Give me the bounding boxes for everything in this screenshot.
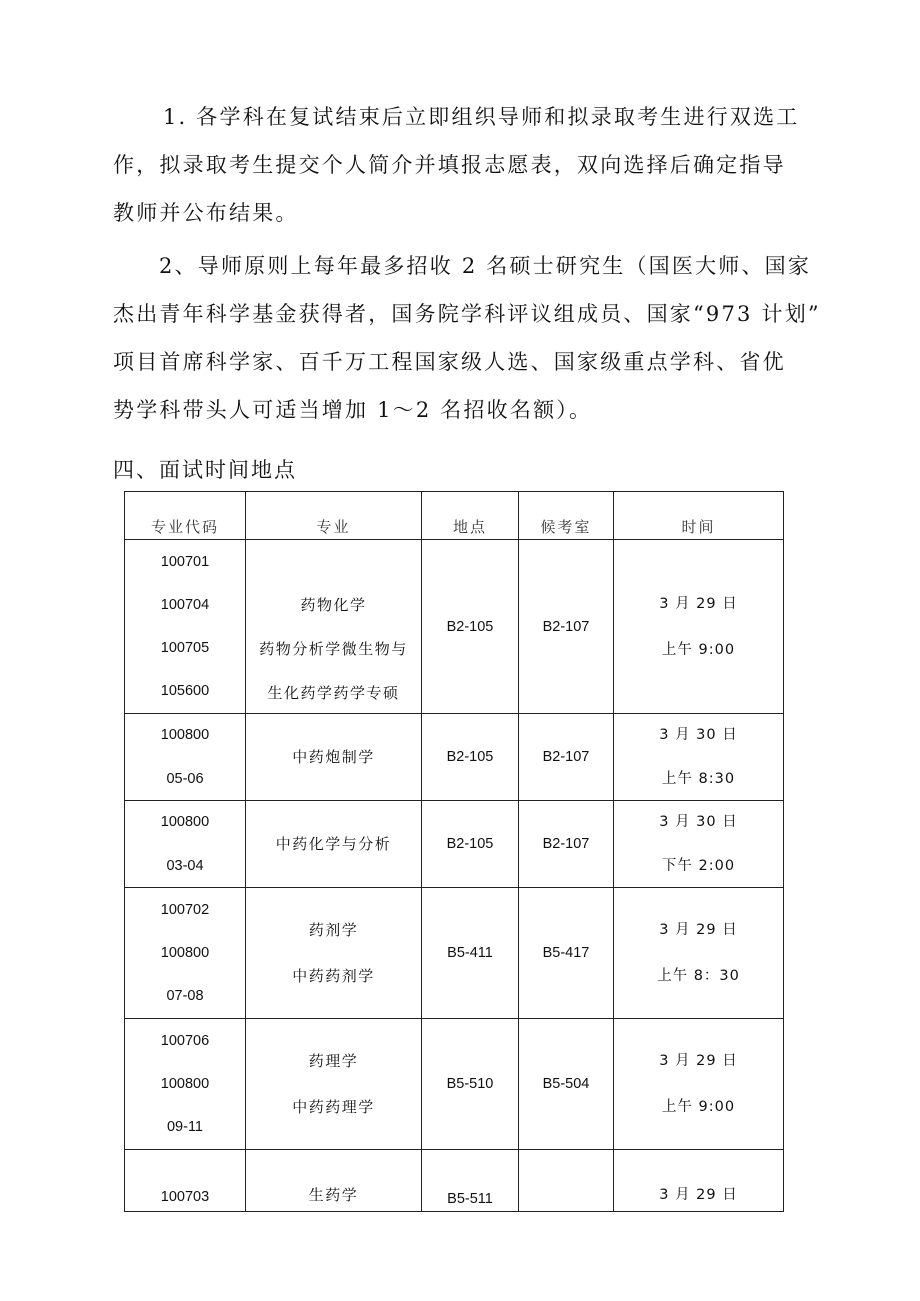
section-heading: 四、面试时间地点 <box>113 458 297 482</box>
major-cell <box>246 540 422 714</box>
waiting-room-cell <box>519 1150 614 1212</box>
interview-time: 上午 8：30 <box>657 968 740 984</box>
major-cell <box>246 714 422 801</box>
header-code: 专业代码 <box>125 492 246 540</box>
program-code: 100701 <box>160 553 210 570</box>
major-name: 中药炮制学 <box>292 748 375 766</box>
waiting-room-cell: B2-107 <box>519 801 614 888</box>
paragraph-line: 教师并公布结果。 <box>113 201 299 225</box>
interview-schedule-table <box>124 491 784 1212</box>
table-row <box>125 1150 784 1212</box>
paragraph-line: 1. 各学科在复试结束后立即组织导师和拟录取考生进行双选工 <box>163 105 800 129</box>
time-cell <box>614 714 784 801</box>
code-cell <box>125 801 246 888</box>
program-code: 100706 <box>160 1033 210 1049</box>
table-row <box>125 888 784 1019</box>
interview-time: 上午 9:00 <box>661 641 736 658</box>
code-cell <box>125 888 246 1019</box>
program-code: 05-06 <box>166 771 204 787</box>
time-cell <box>614 801 784 888</box>
interview-date: 3 月 30 日 <box>659 727 738 743</box>
program-code: 105600 <box>160 683 210 700</box>
program-code: 07-08 <box>166 988 204 1004</box>
waiting-room-cell: B2-107 <box>519 714 614 801</box>
interview-date: 3 月 30 日 <box>659 814 738 830</box>
time-cell <box>614 1150 784 1212</box>
interview-date: 3 月 29 日 <box>659 1187 738 1203</box>
major-name: 药物分析学微生物与 <box>259 639 408 658</box>
waiting-room-cell: B2-107 <box>519 540 614 714</box>
time-cell <box>614 1019 784 1150</box>
code-cell <box>125 714 246 801</box>
code-cell <box>125 540 246 714</box>
interview-date: 3 月 29 日 <box>659 595 738 612</box>
table-row <box>125 540 784 714</box>
program-code: 100800 <box>160 727 210 743</box>
waiting-room-cell: B5-417 <box>519 888 614 1019</box>
paragraph-line: 作，拟录取考生提交个人简介并填报志愿表，双向选择后确定指导 <box>113 153 786 177</box>
program-code: 100703 <box>160 1189 210 1205</box>
table-row <box>125 1019 784 1150</box>
program-code: 03-04 <box>166 858 204 874</box>
major-name: 药物化学 <box>300 595 367 614</box>
time-cell <box>614 540 784 714</box>
location-cell: B5-511 <box>422 1150 519 1212</box>
major-name: 药理学 <box>308 1052 359 1070</box>
header-time: 时间 <box>614 492 784 540</box>
major-name: 药剂学 <box>308 921 359 939</box>
header-location: 地点 <box>422 492 519 540</box>
paragraph-line: 杰出青年科学基金获得者，国务院学科评议组成员、国家“973 计划” <box>113 302 821 326</box>
time-cell <box>614 888 784 1019</box>
program-code: 100800 <box>160 1076 210 1092</box>
header-waiting-room: 候考室 <box>519 492 614 540</box>
location-cell: B2-105 <box>422 540 519 714</box>
major-name: 中药药理学 <box>292 1098 375 1116</box>
table-row <box>125 714 784 801</box>
major-name: 生化药学药学专硕 <box>267 683 400 702</box>
paragraph-line: 项目首席科学家、百千万工程国家级人选、国家级重点学科、省优 <box>113 350 786 374</box>
major-name: 中药化学与分析 <box>275 835 392 853</box>
major-cell <box>246 888 422 1019</box>
code-cell <box>125 1019 246 1150</box>
location-cell: B5-510 <box>422 1019 519 1150</box>
major-cell <box>246 801 422 888</box>
interview-time: 上午 8:30 <box>661 771 736 787</box>
code-cell <box>125 1150 246 1212</box>
table-header-row <box>125 492 784 540</box>
waiting-room-cell: B5-504 <box>519 1019 614 1150</box>
paragraph-line: 势学科带头人可适当增加 1～2 名招收名额）。 <box>113 398 593 422</box>
location-cell: B5-411 <box>422 888 519 1019</box>
program-code: 09-11 <box>166 1119 203 1135</box>
interview-date: 3 月 29 日 <box>659 1053 738 1069</box>
major-name: 中药药剂学 <box>292 967 375 985</box>
table-row <box>125 801 784 888</box>
program-code: 100800 <box>160 945 210 961</box>
paragraph-advisor-selection <box>113 93 803 237</box>
major-cell <box>246 1019 422 1150</box>
program-code: 100705 <box>160 640 210 657</box>
header-major: 专业 <box>246 492 422 540</box>
location-cell: B2-105 <box>422 714 519 801</box>
major-cell <box>246 1150 422 1212</box>
interview-time: 上午 9:00 <box>661 1099 736 1115</box>
paragraph-advisor-quota <box>113 242 821 434</box>
interview-date: 3 月 29 日 <box>659 922 738 938</box>
paragraph-line: 2、导师原则上每年最多招收 2 名硕士研究生（国医大师、国家 <box>159 254 812 278</box>
location-cell: B2-105 <box>422 801 519 888</box>
program-code: 100800 <box>160 814 210 830</box>
program-code: 100704 <box>160 596 210 613</box>
interview-time: 下午 2:00 <box>661 858 736 874</box>
program-code: 100702 <box>160 902 210 918</box>
major-name: 生药学 <box>308 1186 359 1204</box>
